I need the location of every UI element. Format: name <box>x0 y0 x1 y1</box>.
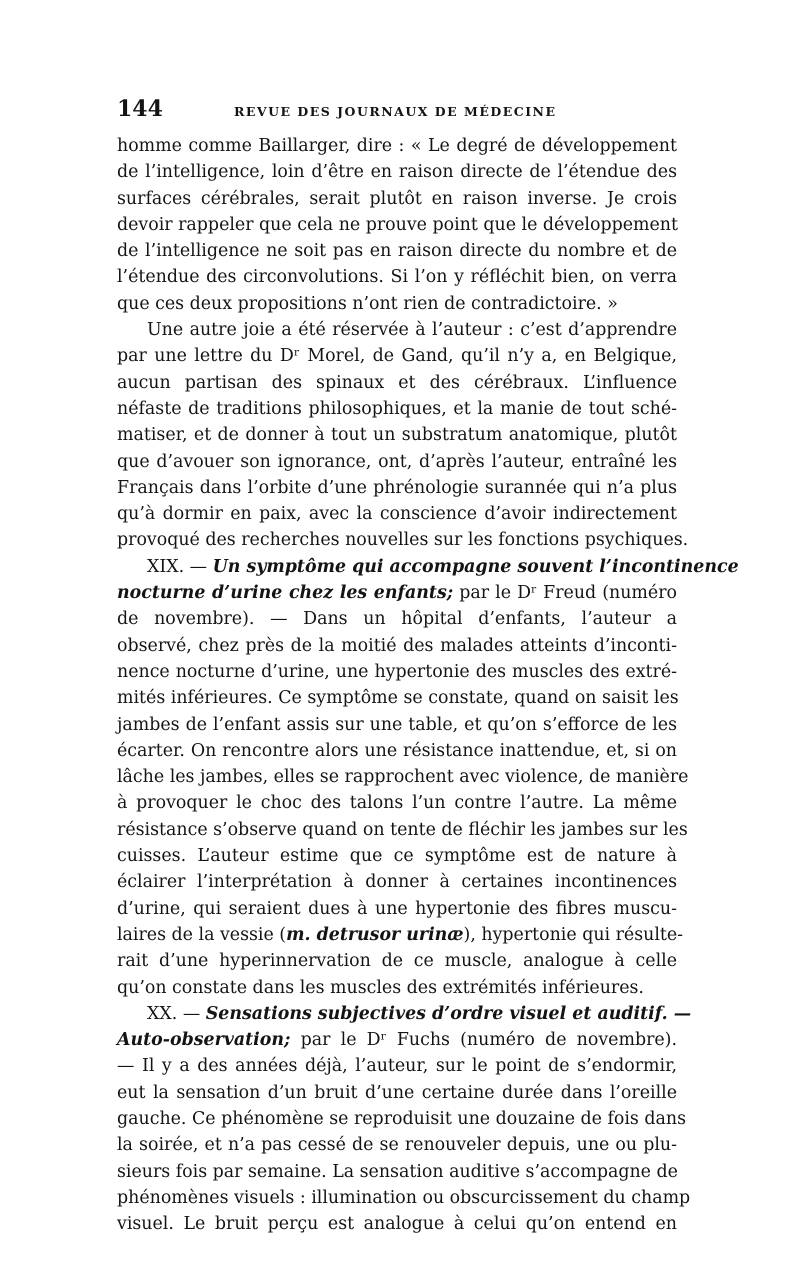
line-text: gauche. Ce phénomène se reproduisit une douzaine de fois dans <box>117 1108 687 1129</box>
text-line <box>117 291 677 317</box>
line-text: que d’avouer son ignorance, ont, d’après l’auteur, entraîné les <box>117 451 677 472</box>
line-text: de novembre). — Dans un hôpital d’enfants, l’auteur a <box>117 609 677 630</box>
line-text: qu’on constate dans les muscles des extrémités inférieures. <box>117 977 644 998</box>
line-text: d’urine, qui seraient dues à une hypertonie des fibres muscu- <box>117 898 677 919</box>
line-text: lâche les jambes, elles se rapprochent avec violence, de manière <box>117 767 689 788</box>
line-text: jambes de l’enfant assis sur une table, et qu’on s’efforce de les <box>117 714 677 735</box>
text-line <box>117 606 677 632</box>
line-text: XX. — <box>147 1003 206 1024</box>
text-line <box>117 317 677 343</box>
text-line <box>117 343 677 369</box>
text-line <box>117 712 677 738</box>
text-line <box>117 449 677 475</box>
text-line <box>117 1053 677 1079</box>
line-text: provoqué des recherches nouvelles sur les fonctions psychiques. <box>117 530 689 551</box>
line-text: matiser, et de donner à tout un substratum anatomique, plutôt <box>117 425 677 446</box>
text-line <box>117 186 677 212</box>
text-line <box>117 685 677 711</box>
line-text: devoir rappeler que cela ne prouve point que le développement <box>117 214 678 235</box>
line-text: éclairer l’interprétation à donner à certaines incontinences <box>117 872 677 893</box>
text-line <box>117 212 677 238</box>
text-line <box>117 1159 677 1185</box>
line-text: néfaste de traditions philosophiques, et la manie de tout sché- <box>117 398 677 419</box>
line-text: que ces deux propositions n’ont rien de contradictoire. » <box>117 293 618 314</box>
text-line <box>117 948 677 974</box>
line-text: sieurs fois par semaine. La sensation auditive s’accompagne de <box>117 1161 678 1182</box>
text-line <box>117 501 677 527</box>
text-line <box>117 396 677 422</box>
text-line <box>117 133 677 159</box>
text-line <box>117 817 688 843</box>
line-text: résistance s’observe quand on tente de fléchir les jambes sur les <box>117 819 688 840</box>
text-line <box>117 738 677 764</box>
text-line <box>117 554 739 580</box>
text-line <box>117 843 677 869</box>
text-line <box>117 922 684 948</box>
line-text: laires de la vessie ( <box>117 924 287 945</box>
text-line <box>117 1185 691 1211</box>
line-text: la soirée, et n’a pas cessé de se renouveler depuis, une ou plu- <box>117 1135 677 1156</box>
text-line <box>117 370 677 396</box>
line-text: observé, chez près de la moitié des malades atteints d’inconti- <box>117 635 677 656</box>
line-text: qu’à dormir en paix, avec la conscience d’avoir indirectement <box>117 504 677 525</box>
line-text: Français dans l’orbite d’une phrénologie surannée qui n’a plus <box>117 477 677 498</box>
text-line <box>117 238 677 264</box>
text-line <box>117 975 677 1001</box>
line-text: cuisses. L’auteur estime que ce symptôme est de nature à <box>117 846 677 867</box>
line-text: mités inférieures. Ce symptôme se constate, quand on saisit les <box>117 688 679 709</box>
line-text: à provoquer le choc des talons l’un contre l’autre. La même <box>117 793 677 814</box>
line-text: — Il y a des années déjà, l’auteur, sur le point de s’endormir, <box>117 1056 677 1077</box>
line-text: nence nocturne d’urine, une hypertonie des muscles des extré- <box>117 661 677 682</box>
line-text: ), hypertonie qui résulte- <box>463 924 684 945</box>
body-text <box>117 133 739 1237</box>
line-text: phénomènes visuels : illumination ou obscurcissement du champ <box>117 1187 691 1208</box>
text-line <box>117 1080 677 1106</box>
page-number: 144 <box>117 96 163 122</box>
text-line <box>117 159 677 185</box>
line-text: XIX. — <box>147 556 213 577</box>
italic-text: m. detrusor urinæ <box>286 924 464 945</box>
italic-text: Auto-observation; <box>117 1030 291 1051</box>
line-text: visuel. Le bruit perçu est analogue à celui qu’on entend en <box>117 1214 677 1235</box>
text-line <box>117 633 677 659</box>
line-text: aucun partisan des spinaux et des cérébraux. L’influence <box>117 372 677 393</box>
line-text: surfaces cérébrales, serait plutôt en raison inverse. Je crois <box>117 188 677 209</box>
line-text: écarter. On rencontre alors une résistance inattendue, et, si on <box>117 740 677 761</box>
text-line <box>117 475 677 501</box>
text-line <box>117 896 677 922</box>
line-text: de l’intelligence ne soit pas en raison directe du nombre et de <box>117 241 677 262</box>
line-text: eut la sensation d’un bruit d’une certaine durée dans l’oreille <box>117 1082 677 1103</box>
running-head <box>117 96 677 126</box>
text-line <box>117 764 689 790</box>
line-text: par le Dʳ Freud (numéro <box>453 583 677 604</box>
line-text: par une lettre du Dʳ Morel, de Gand, qu’il n’y a, en Belgique, <box>117 346 677 367</box>
text-line <box>117 1132 677 1158</box>
line-text: homme comme Baillarger, dire : « Le degré de développement <box>117 136 677 156</box>
line-text: l’étendue des circonvolutions. Si l’on y réfléchit bien, on verra <box>117 267 677 288</box>
text-line <box>117 264 677 290</box>
italic-text: nocturne d’urine chez les enfants; <box>117 583 454 604</box>
text-line <box>117 422 677 448</box>
text-line <box>117 527 689 553</box>
text-line <box>117 1001 692 1027</box>
text-line <box>117 1027 677 1053</box>
text-line <box>117 790 677 816</box>
text-line <box>117 1211 677 1237</box>
line-text: rait d’une hyperinnervation de ce muscle, analogue à celle <box>117 951 677 972</box>
text-line <box>117 659 677 685</box>
journal-title: REVUE DES JOURNAUX DE MÉDECINE <box>234 104 557 119</box>
italic-text: Sensations subjectives d’ordre visuel et auditif. — <box>205 1003 692 1024</box>
line-text: de l’intelligence, loin d’être en raison directe de l’étendue des <box>117 162 677 183</box>
text-line <box>117 1106 687 1132</box>
line-text: Une autre joie a été réservée à l’auteur : c’est d’apprendre <box>147 320 677 341</box>
text-line <box>117 869 677 895</box>
line-text: par le Dʳ Fuchs (numéro de novembre). <box>290 1030 677 1051</box>
text-line <box>117 580 677 606</box>
italic-text: Un symptôme qui accompagne souvent l’incontinence <box>212 556 739 577</box>
